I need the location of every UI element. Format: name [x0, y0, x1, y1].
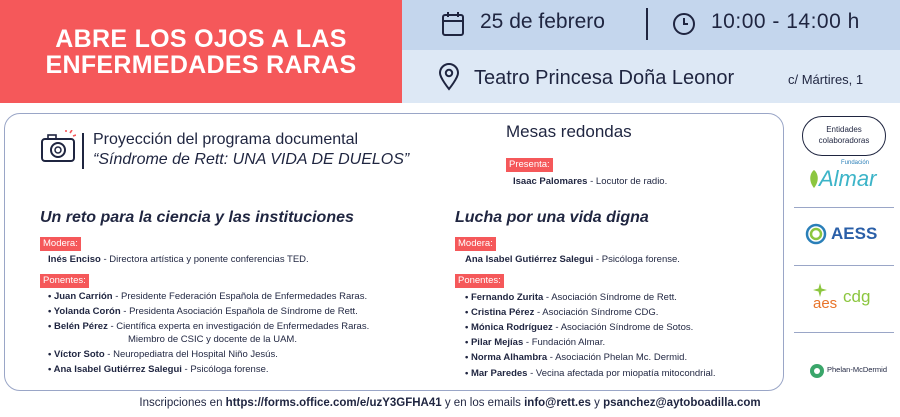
table2-moderator [465, 254, 680, 265]
table1-speaker [48, 291, 367, 302]
speaker-name: • Belén Pérez [48, 321, 108, 332]
aess-logo-text: AESS [831, 224, 878, 243]
phelan-logo-text: Phelan-McDermid [827, 365, 888, 374]
sponsors-pill-line1: Entidades [826, 125, 862, 134]
speaker-role: - Vecina afectada por miopatía mitocondrial. [527, 368, 716, 379]
speaker-name: • Mónica Rodríguez [465, 322, 553, 333]
table1-moderator [48, 254, 309, 265]
footer-and: y [590, 397, 604, 409]
almar-logo [807, 160, 887, 202]
table2-ponentes-tag: Ponentes: [455, 274, 504, 288]
speaker-name: • Cristina Pérez [465, 307, 535, 318]
registration-footer [0, 397, 900, 409]
table1-moderator-role: - Directora artística y ponente conferencias TED. [100, 254, 309, 265]
table2-moderator-role: - Psicóloga forense. [593, 254, 680, 265]
speaker-role: - Presidente Federación Española de Enfermedades Raras. [112, 291, 368, 302]
table1-speaker [48, 321, 369, 332]
speaker-role: - Asociación Síndrome CDG. [534, 307, 659, 318]
presenter-line [513, 176, 667, 187]
camera-icon [40, 130, 76, 164]
registration-link[interactable]: https://forms.office.com/e/uzY3GFHA41 [225, 397, 442, 409]
title-line-1: ABRE LOS OJOS A LAS [55, 24, 347, 53]
table1-modera-tag: Modera: [40, 237, 81, 251]
divider [794, 207, 894, 208]
location-pin-icon [438, 63, 460, 91]
speaker-name: • Fernando Zurita [465, 292, 544, 303]
almar-leaf-icon [807, 168, 821, 190]
projection-divider [82, 133, 84, 169]
email-link-2[interactable]: psanchez@aytoboadilla.com [603, 397, 761, 409]
table1-speaker [48, 364, 269, 375]
speaker-name: • Yolanda Corón [48, 306, 121, 317]
speaker-role: - Asociación Síndrome de Rett. [543, 292, 677, 303]
venue-address: c/ Mártires, 1 [788, 72, 864, 87]
table2-speaker [465, 322, 693, 333]
date-time-bar [402, 0, 900, 50]
footer-prefix: Inscripciones en [139, 397, 226, 409]
table1-speaker [48, 306, 358, 317]
speaker-role: - Neuropediatra del Hospital Niño Jesús. [104, 349, 278, 360]
speaker-role: - Asociación Phelan Mc. Dermid. [547, 352, 688, 363]
table1-title: Un reto para la ciencia y las instituciones [40, 209, 354, 226]
projection-title: Proyección del programa documental [93, 131, 359, 148]
speaker-name: • Ana Isabel Gutiérrez Salegui [48, 364, 182, 375]
table2-title: Lucha por una vida digna [455, 209, 649, 226]
divider [794, 265, 894, 266]
table1-speaker [48, 349, 278, 360]
table2-speaker [465, 337, 605, 348]
event-date: 25 de febrero [480, 10, 605, 33]
table2-speaker [465, 352, 687, 363]
phelan-circle-icon [809, 363, 825, 379]
table2-modera-tag: Modera: [455, 237, 496, 251]
sponsors-pill [802, 116, 886, 156]
title-line-2: ENFERMEDADES RARAS [45, 50, 357, 79]
speaker-role: - Científica experta en investigación de Enfermedades Raras. [107, 321, 370, 332]
calendar-icon [440, 10, 466, 38]
speaker-role: - Fundación Almar. [523, 337, 606, 348]
aess-circle-icon [805, 223, 827, 245]
almar-logo-text: Almar [819, 166, 877, 191]
speaker-name: • Víctor Soto [48, 349, 105, 360]
speaker-name: • Juan Carrión [48, 291, 113, 302]
projection-documentary-name: “Síndrome de Rett: UNA VIDA DE DUELOS” [93, 151, 410, 168]
presenter-name: Isaac Palomares [513, 176, 588, 187]
footer-mid: y en los emails [441, 397, 525, 409]
speaker-name: • Mar Paredes [465, 368, 528, 379]
presenter-role: - Locutor de radio. [587, 176, 668, 187]
event-time: 10:00 - 14:00 h [711, 10, 860, 33]
speaker-role: Miembro de CSIC y docente de la UAM. [128, 334, 297, 345]
aescdg-logo-text-a: aes [813, 295, 838, 312]
table2-speaker [465, 292, 677, 303]
table2-moderator-name: Ana Isabel Gutiérrez Salegui [465, 254, 594, 265]
sponsors-pill-line2: colaboradoras [818, 136, 870, 145]
speaker-role: - Presidenta Asociación Española de Síndrome de Rett. [120, 306, 358, 317]
venue-bar [402, 50, 900, 103]
table1-speaker-continued [128, 334, 297, 345]
table2-speaker [465, 368, 715, 379]
table1-ponentes-tag: Ponentes: [40, 274, 89, 288]
divider [794, 332, 894, 333]
speaker-role: - Psicóloga forense. [181, 364, 269, 375]
venue-name: Teatro Princesa Doña Leonor [474, 67, 735, 89]
title-banner [0, 0, 402, 103]
mesas-heading: Mesas redondas [506, 122, 632, 141]
almar-logo-small: Fundación [841, 160, 870, 166]
email-link-1[interactable]: info@rett.es [524, 397, 591, 409]
phelan-logo [809, 361, 893, 385]
aescdg-logo [811, 283, 891, 317]
speaker-name: • Pilar Mejías [465, 337, 524, 348]
speaker-role: - Asociación Síndrome de Sotos. [552, 322, 694, 333]
aess-logo [805, 223, 889, 253]
table1-moderator-name: Inés Enciso [48, 254, 101, 265]
presenta-tag: Presenta: [506, 158, 553, 172]
table2-speaker [465, 307, 658, 318]
speaker-name: • Norma Alhambra [465, 352, 548, 363]
clock-icon [672, 12, 696, 36]
aescdg-logo-text-b: cdg [843, 287, 871, 306]
separator [646, 8, 648, 40]
sponsors-panel [793, 113, 894, 391]
